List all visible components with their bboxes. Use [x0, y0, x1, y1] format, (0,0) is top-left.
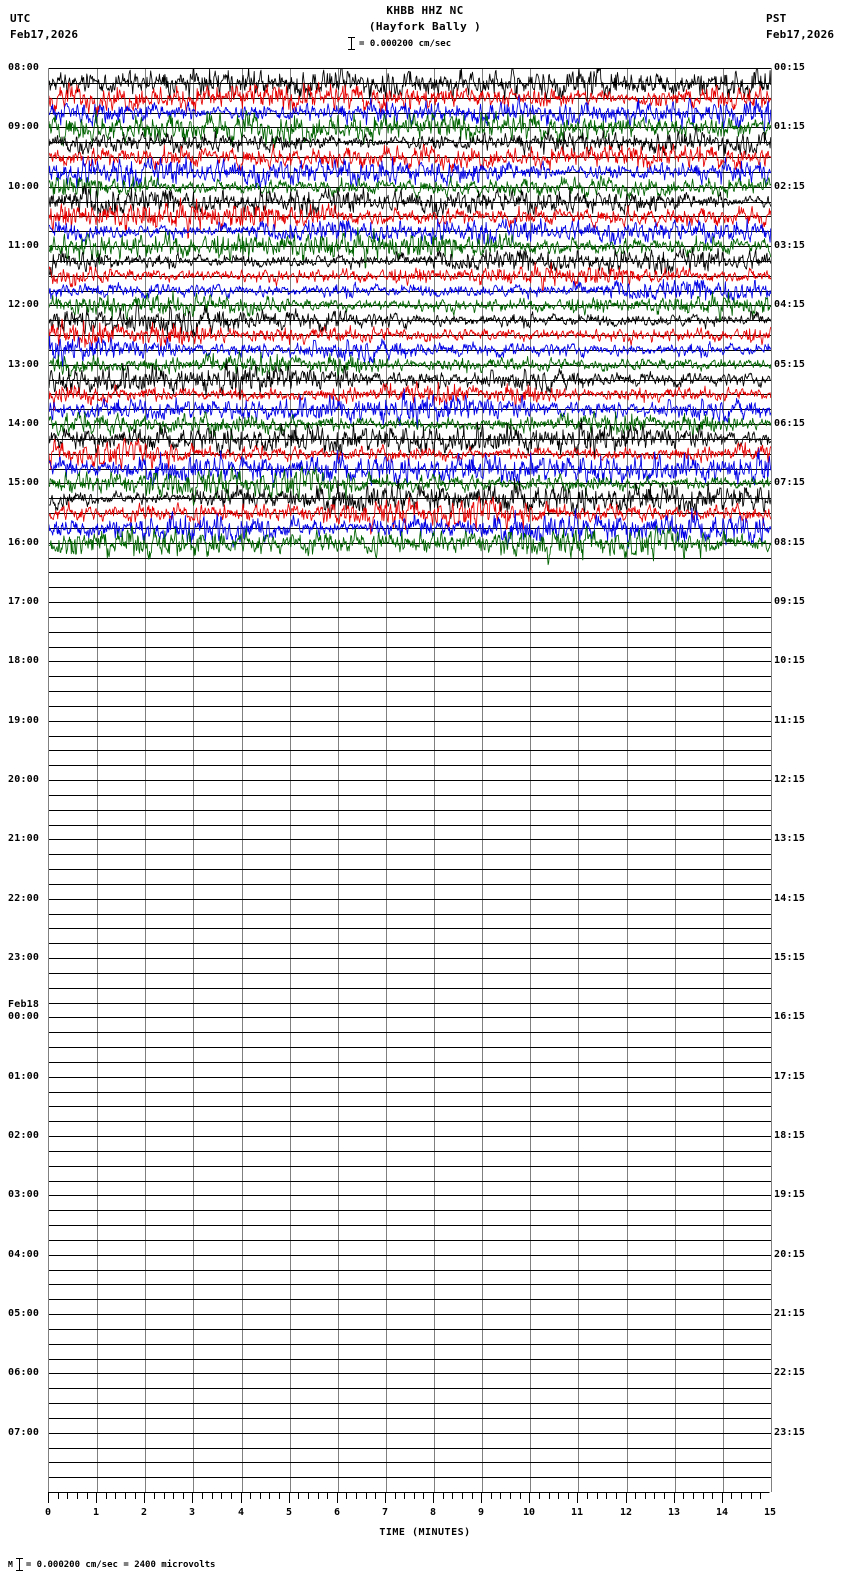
left-hour-label: 19:00 [8, 714, 40, 726]
left-day-label: Feb18 [8, 999, 40, 1011]
left-hour-label: 15:00 [8, 477, 40, 489]
left-hour-label: 00:00 [8, 1011, 40, 1023]
helicorder-plot[interactable] [48, 68, 772, 1492]
station-site-name: (Hayfork Bally ) [368, 20, 482, 33]
right-hour-label: 02:15 [774, 180, 806, 192]
axis-tick-label: 3 [188, 1507, 196, 1518]
axis-tick-label: 9 [477, 1507, 485, 1518]
right-hour-label: 11:15 [774, 714, 806, 726]
left-hour-label: 02:00 [8, 1130, 40, 1141]
header-pst-timezone-label: PST [766, 12, 787, 25]
header-scale-text: = 0.000200 cm/sec [359, 38, 452, 49]
row-baselines [49, 69, 771, 1493]
right-hour-label: 05:15 [774, 358, 806, 370]
left-hour-label: 01:00 [8, 1070, 40, 1082]
axis-tick-label: 11 [570, 1507, 584, 1518]
axis-tick-label: 14 [715, 1507, 729, 1518]
left-hour-label: 11:00 [8, 240, 40, 251]
helicorder-grid-and-traces [49, 68, 771, 1492]
axis-tick-label: 15 [763, 1507, 777, 1518]
left-hour-label: 21:00 [8, 833, 40, 845]
right-hour-label: 14:15 [774, 892, 806, 904]
left-hour-label: 10:00 [8, 180, 40, 192]
left-hour-label: 08:00 [8, 62, 40, 73]
vertical-scale-bar-icon [16, 1558, 23, 1571]
right-hour-label: 04:15 [774, 299, 806, 311]
right-hour-label: 19:15 [774, 1189, 806, 1201]
right-hour-label: 09:15 [774, 596, 806, 607]
left-hour-label: 14:00 [8, 418, 40, 429]
axis-tick-label: 12 [619, 1507, 633, 1518]
left-hour-label: 06:00 [8, 1367, 40, 1379]
header-scale-legend [348, 37, 451, 50]
axis-tick-label: 4 [237, 1507, 245, 1518]
footer-scale-legend [8, 1558, 215, 1571]
right-hour-label: 07:15 [774, 477, 806, 489]
axis-tick-label: 1 [92, 1507, 100, 1518]
right-hour-label: 06:15 [774, 418, 806, 429]
left-hour-label: 18:00 [8, 655, 40, 667]
right-hour-label: 21:15 [774, 1308, 806, 1319]
right-hour-label: 01:15 [774, 121, 806, 133]
right-hour-label: 23:15 [774, 1426, 806, 1438]
left-hour-label: 12:00 [8, 299, 40, 311]
vertical-scale-bar-icon [348, 37, 355, 50]
left-hour-label: 22:00 [8, 892, 40, 904]
right-hour-label: 22:15 [774, 1367, 806, 1379]
right-hour-label: 18:15 [774, 1130, 806, 1141]
left-hour-label: 17:00 [8, 596, 40, 607]
footer-mu-symbol: M [8, 1560, 13, 1569]
right-hour-label: 12:15 [774, 774, 806, 785]
footer-scale-text: = 0.000200 cm/sec = 2400 microvolts [25, 1559, 216, 1570]
left-hour-label: 23:00 [8, 952, 40, 963]
axis-tick-label: 10 [522, 1507, 536, 1518]
right-hour-label: 10:15 [774, 655, 806, 667]
left-hour-label: 09:00 [8, 121, 40, 133]
right-hour-label: 13:15 [774, 833, 806, 845]
left-hour-label: 04:00 [8, 1248, 40, 1260]
axis-tick-label: 7 [381, 1507, 389, 1518]
left-hour-label: 13:00 [8, 358, 40, 370]
page-title: KHBB HHZ NC [386, 4, 464, 17]
axis-tick-label: 2 [140, 1507, 148, 1518]
axis-tick-label: 5 [285, 1507, 293, 1518]
right-hour-label: 16:15 [774, 1011, 806, 1023]
right-hour-label: 17:15 [774, 1070, 806, 1082]
right-hour-label: 03:15 [774, 240, 806, 251]
axis-tick-label: 8 [429, 1507, 437, 1518]
left-hour-label: 07:00 [8, 1426, 40, 1438]
axis-tick-label: 13 [667, 1507, 681, 1518]
right-hour-label: 08:15 [774, 536, 806, 548]
axis-title: TIME (MINUTES) [379, 1527, 471, 1538]
left-hour-label: 03:00 [8, 1189, 40, 1201]
right-hour-label: 15:15 [774, 952, 806, 963]
right-hour-label: 20:15 [774, 1248, 806, 1260]
left-hour-label: 05:00 [8, 1308, 40, 1319]
header-utc-date: Feb17,2026 [10, 28, 79, 41]
left-hour-label: 16:00 [8, 536, 40, 548]
axis-tick-label: 0 [44, 1507, 52, 1518]
header-pst-date: Feb17,2026 [766, 28, 835, 41]
left-hour-label: 20:00 [8, 774, 40, 785]
header-utc-timezone-label: UTC [10, 12, 31, 25]
axis-tick-label: 6 [333, 1507, 341, 1518]
right-hour-label: 00:15 [774, 62, 806, 73]
